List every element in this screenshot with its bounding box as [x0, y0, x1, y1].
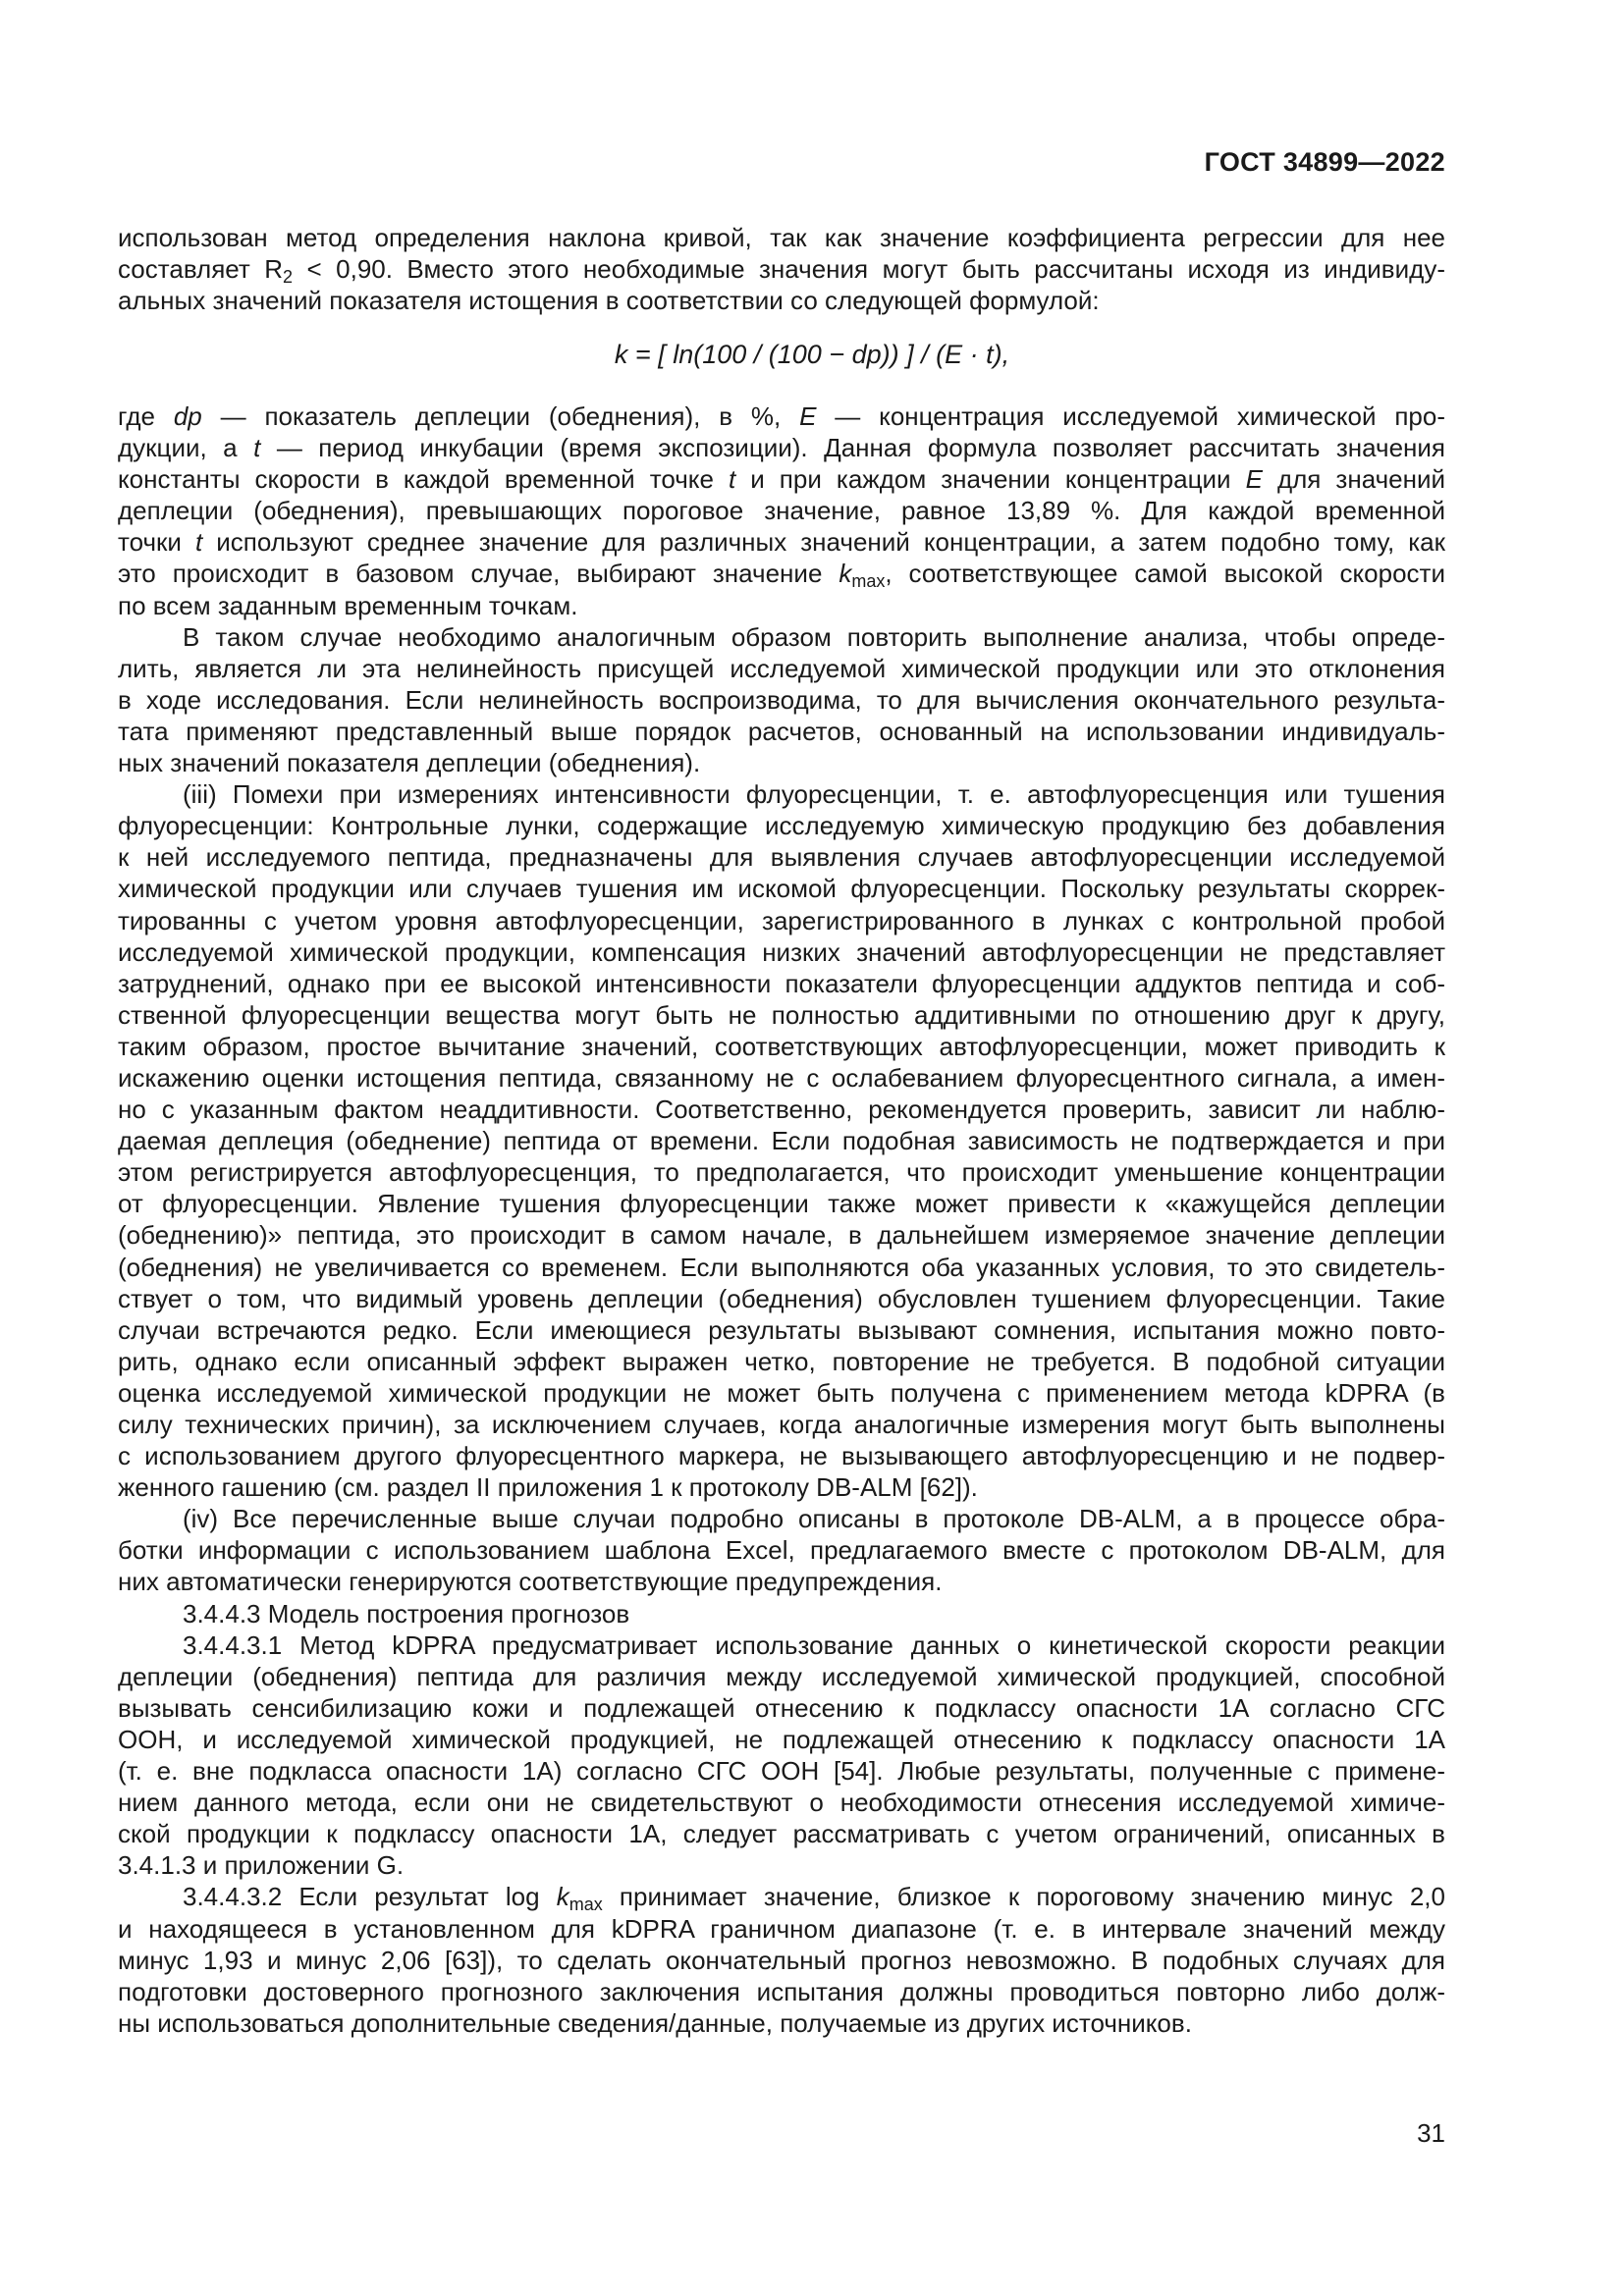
text-line: (iv) Все перечисленные выше случаи подробно описаны в протоколе DB-ALM, а в процессе обра- [183, 1504, 1445, 1534]
text-line: константы скорости в каждой временной точке t и при каждом значении концентрации E для значений [118, 464, 1446, 495]
page-number: 31 [1417, 2118, 1445, 2148]
text-line: подготовки достоверного прогнозного заключения испытания должны проводиться повторно либо долж- [118, 1976, 1445, 2006]
text-line: вызывать сенсибилизацию кожи и подлежащей отнесению к подклассу опасности 1А согласно СГС [118, 1692, 1445, 1723]
text-line: химической продукции или случаев тушения им искомой флуоресценции. Поскольку результаты скоррек- [118, 874, 1445, 904]
text-line: 3.4.1.3 и приложении G. [118, 1850, 405, 1881]
text-line: (обеднения) не увеличивается со временем. Если выполняются оба указанных условия, то это свидетель- [118, 1252, 1445, 1282]
text-line: даемая деплеция (обеднение) пептида от времени. Если подобная зависимость не подтверждается и при [118, 1126, 1445, 1156]
text-line: ской продукции к подклассу опасности 1А, следует рассматривать с учетом ограничений, описанных в [118, 1819, 1445, 1849]
text-line: ственной флуоресценции вещества могут быть не полностью аддитивными по отношению друг к другу, [118, 999, 1445, 1030]
text-line: альных значений показателя истощения в соответствии со следующей формулой: [118, 286, 1100, 316]
text-line: (обеднению)» пептида, это происходит в самом начале, в дальнейшем измеряемое значение деплеции [118, 1220, 1445, 1251]
text-line: оценка исследуемой химической продукции не может быть получена с применением метода kDPRA (в [118, 1377, 1445, 1408]
main-body [118, 400, 1445, 2039]
text-line: использован метод определения наклона кривой, так как значение коэффициента регрессии для нее [118, 223, 1445, 252]
text-line: лить, является ли эта нелинейность присущей исследуемой химической продукции или это отклонения [118, 653, 1445, 683]
text-line: (iii) Помехи при измерениях интенсивности флуоресценции, т. е. автофлуоресценция или тушения [183, 779, 1445, 810]
text-line: но с указанным фактом неаддитивности. Соответственно, рекомендуется проверить, зависит ли наблю- [118, 1095, 1445, 1125]
text-line: по всем заданным временным точкам. [118, 590, 578, 620]
text-line: ствует о том, что видимый уровень деплеции (обеднения) обусловлен тушением флуоресценции. Такие [118, 1283, 1445, 1313]
section-heading: 3.4.4.3 Модель построения прогнозов [183, 1598, 630, 1629]
text-line: (т. е. вне подкласса опасности 1А) согласно СГС ООН [54]. Любые результаты, полученные с примене- [118, 1756, 1445, 1787]
text-line: и находящееся в установленном для kDPRA граничном диапазоне (т. е. в интервале значений между [118, 1913, 1445, 1944]
rate-constant-formula: k = [ ln(100 / (100 − dp)) ] / (E · t), [614, 340, 1010, 369]
text-line: ООН, и исследуемой химической продукцией, не подлежащей отнесению к подклассу опасности 1А [118, 1724, 1445, 1754]
text-line: ны использоваться дополнительные сведения/данные, получаемые из других источников. [118, 2007, 1192, 2038]
text-line: них автоматически генерируются соответствующие предупреждения. [118, 1567, 943, 1597]
text-line: составляет $R_2 < 0,90$. Вместо этого необходимые значения могут быть рассчитаны исходя из индивиду- [118, 254, 1445, 288]
text-line: рить, однако если описанный эффект выражен четко, повторение не требуется. В подобной ситуации [118, 1346, 1445, 1376]
text-line: точки t используют среднее значение для различных значений концентрации, а затем подобно тому, как [118, 527, 1445, 558]
text-line: флуоресценции: Контрольные лунки, содержащие исследуемую химическую продукцию без добавления [118, 811, 1445, 841]
text-line: тата применяют представленный выше порядок расчетов, основанный на использовании индивидуаль- [118, 716, 1445, 746]
text-line: 3.4.4.3.2 Если результат $\log k_{max}$ принимает значение, близкое к пороговому значению минус 2,0 [183, 1882, 1445, 1915]
text-line: этом регистрируется автофлуоресценция, то предполагается, что происходит уменьшение концентрации [118, 1157, 1445, 1188]
text-line: случаи встречаются редко. Если имеющиеся результаты вызывают сомнения, испытания можно повто- [118, 1314, 1445, 1345]
text-line: ботки информации с использованием шаблона Excel, предлагаемого вместе с протоколом DB-ALM, для [118, 1535, 1445, 1566]
text-line: где dp — показатель деплеции (обеднения), в %, E — концентрация исследуемой химической про- [118, 401, 1446, 431]
text-line: деплеции (обеднения), превышающих пороговое значение, равное 13,89 %. Для каждой временной [118, 496, 1445, 526]
text-line: к ней исследуемого пептида, предназначены для выявления случаев автофлуоресценции исследуемой [118, 842, 1445, 873]
text-line: в ходе исследования. Если нелинейность воспроизводима, то для вычисления окончательного результа- [118, 684, 1445, 715]
text-line: дукции, а t — период инкубации (время экспозиции). Данная формула позволяет рассчитать значения [118, 433, 1445, 463]
text-line: ных значений показателя деплеции (обеднения). [118, 748, 701, 778]
text-line: минус 1,93 и минус 2,06 [63]), то сделать окончательный прогноз невозможно. В подобных случаях для [118, 1945, 1445, 1975]
text-line: искажению оценки истощения пептида, связанному не с ослабеванием флуоресцентного сигнала, а имен- [118, 1062, 1445, 1093]
text-line: исследуемой химической продукции, компенсация низких значений автофлуоресценции не представляет [118, 936, 1445, 967]
text-line: тированны с учетом уровня автофлуоресценции, зарегистрированного в лунках с контрольной пробой [118, 905, 1445, 935]
text-line: нием данного метода, если они не свидетельствуют о необходимости отнесения исследуемой химиче- [118, 1788, 1445, 1818]
text-line: силу технических причин), за исключением случаев, когда аналогичные измерения могут быть выполнены [118, 1410, 1445, 1439]
text-line: от флуоресценции. Явление тушения флуоресценции также может привести к «кажущейся деплеции [118, 1189, 1445, 1219]
text-line: 3.4.4.3.1 Метод kDPRA предусматривает использование данных о кинетической скорости реакции [183, 1629, 1445, 1660]
text-line: женного гашению (см. раздел II приложения 1 к протоколу DB-ALM [62]). [118, 1472, 978, 1503]
document-id-header: ГОСТ 34899—2022 [1204, 147, 1445, 177]
intro-paragraph [118, 222, 1445, 316]
text-line: деплеции (обеднения) пептида для различия между исследуемой химической продукцией, способной [118, 1661, 1445, 1691]
text-line: с использованием другого флуоресцентного маркера, не вызывающего автофлуоресценцию и не подвер- [118, 1441, 1445, 1471]
text-line: затруднений, однако при ее высокой интенсивности показатели флуоресценции аддуктов пептида и соб- [118, 968, 1445, 998]
text-line: это происходит в базовом случае, выбирают значение $k_{max}$, соответствующее самой высокой скорости [118, 559, 1445, 592]
text-line: таким образом, простое вычитание значений, соответствующих автофлуоресценции, может приводить к [118, 1031, 1445, 1061]
text-line: В таком случае необходимо аналогичным образом повторить выполнение анализа, чтобы опреде- [183, 621, 1445, 652]
